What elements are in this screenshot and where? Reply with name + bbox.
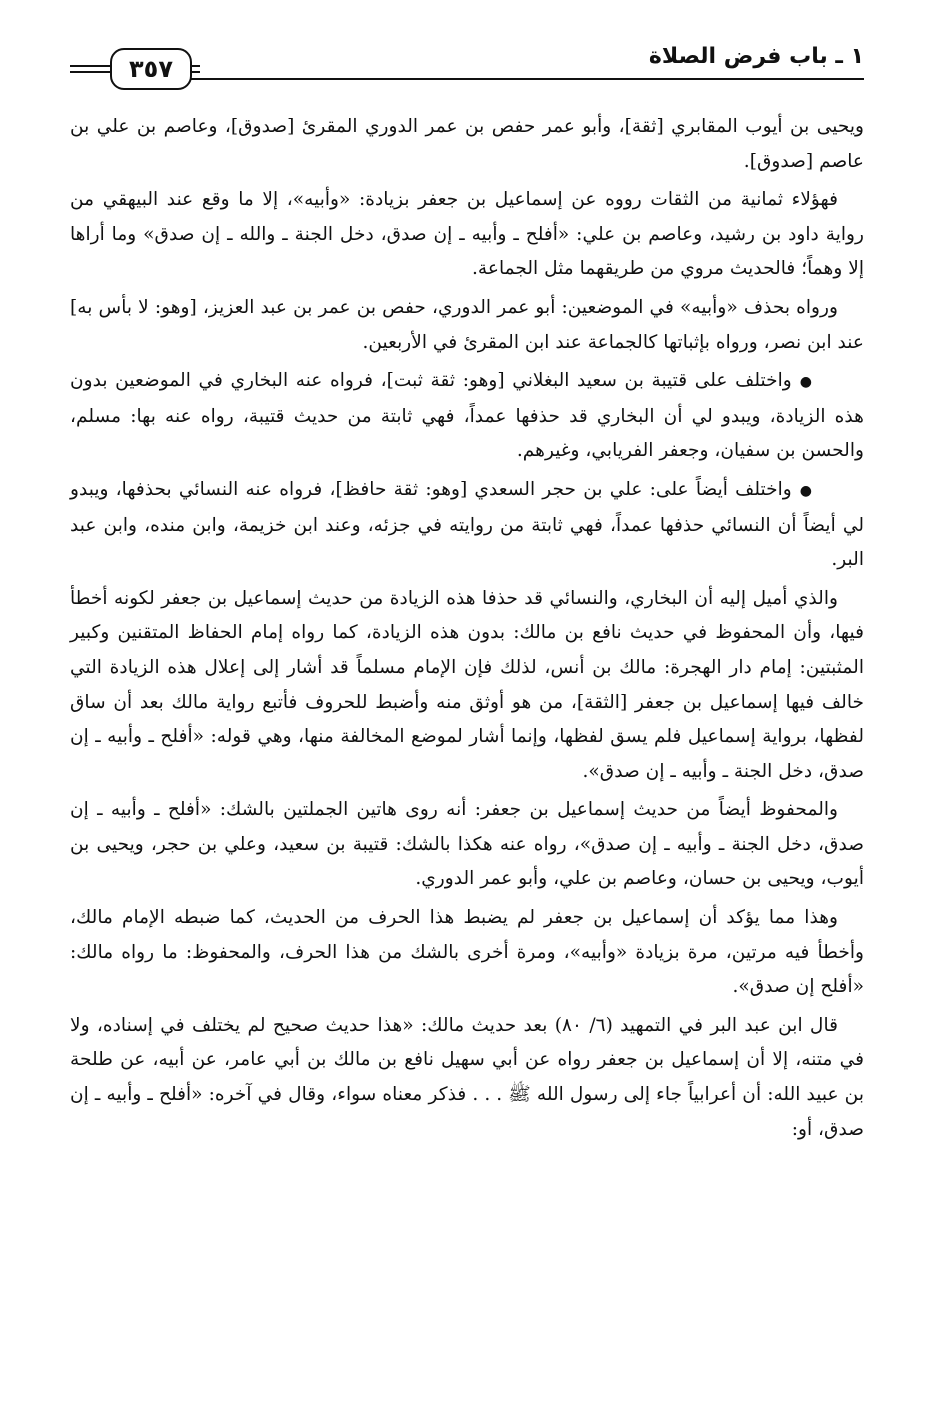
paragraph: قال ابن عبد البر في التمهيد (٦/ ٨٠) بعد حديث مالك: «هذا حديث صحيح لم يختلف في إسناده، ولا في متنه، إلا أن إسماعيل بن جعفر رواه عن أبي سهيل نافع بن مالك بن أبي عامر، عن أبيه، عن طلحة بن عبيد الله: أن أعرابياً جاء إلى رسول الله ﷺ . . . فذكر معناه سواء، وقال في آخره: «أفلح ـ وأبيه ـ إن صدق، أو: bbox=[70, 1014, 864, 1140]
paragraph: فهؤلاء ثمانية من الثقات رووه عن إسماعيل بن جعفر بزيادة: «وأبيه»، إلا ما وقع عند البيهقي من رواية داود بن رشيد، وعاصم بن علي: «أفلح ـ وأبيه ـ إن صدق، دخل الجنة ـ والله ـ إن صدق» وما أراها إلا وهماً؛ فالحديث مروي من طريقهما مثل الجماعة. bbox=[70, 189, 864, 280]
paragraph: ورواه بحذف «وأبيه» في الموضعين: أبو عمر الدوري، حفص بن عمر بن عبد العزيز، [وهو: لا بأس به] عند ابن نصر، ورواه بإثباتها كالجماعة عند ابن المقرئ في الأربعين. bbox=[70, 296, 864, 353]
bullet-icon: ● bbox=[799, 374, 812, 391]
bullet-icon: ● bbox=[799, 482, 812, 499]
paragraph: والمحفوظ أيضاً من حديث إسماعيل بن جعفر: أنه روى هاتين الجملتين بالشك: «أفلح ـ وأبيه ـ إن صدق، دخل الجنة ـ وأبيه ـ إن صدق»، رواه عنه هكذا بالشك: قتيبة بن سعيد، وعلي بن حجر، ويحيى بن أيوب، ويحيى بن حسان، وعاصم بن علي، وأبو عمر الدوري. bbox=[70, 799, 864, 890]
page-body bbox=[70, 110, 864, 1151]
chapter-title: ١ ـ باب فرض الصلاة bbox=[648, 44, 864, 69]
paragraph: ويحيى بن أيوب المقابري [ثقة]، وأبو عمر حفص بن عمر الدوري المقرئ [صدوق]، وعاصم بن علي بن عاصم [صدوق]. bbox=[70, 116, 864, 172]
paragraph: وهذا مما يؤكد أن إسماعيل بن جعفر لم يضبط هذا الحرف من الحديث، كما ضبطه الإمام مالك، وأخطأ فيه مرتين، مرة بزيادة «وأبيه»، ومرة أخرى بالشك من هذا الحرف، والمحفوظ: ما رواه مالك: «أفلح إن صدق». bbox=[70, 907, 864, 998]
page-number: ٣٥٧ bbox=[110, 48, 192, 90]
page-header bbox=[70, 38, 864, 86]
paragraph: ●واختلف أيضاً على: علي بن حجر السعدي [وهو: ثقة حافظ]، فرواه عنه النسائي بحذفها، ويبدو لي أيضاً أن النسائي حذفها عمداً، فهي ثابتة من روايته في جزئه، وعند ابن خزيمة، وابن منده، وابن عبد البر. bbox=[70, 473, 864, 578]
paragraph: والذي أميل إليه أن البخاري، والنسائي قد حذفا هذه الزيادة من حديث إسماعيل بن جعفر لكونه أخطأ فيها، وأن المحفوظ في حديث نافع بن مالك: بدون هذه الزيادة، كما رواه إمام الحفاظ المتقنين وكبير المثبتين: إمام دار الهجرة: مالك بن أنس، لذلك فإن الإمام مسلماً قد أشار إلى إعلال هذه الزيادة التي خالف فيها إسماعيل بن جعفر [الثقة]، من هو أوثق منه وأضبط للحروف فأتبع رواية مالك بعد أن ساق لفظها، برواية إسماعيل فلم يسق لفظها، وإنما أشار لموضع المخالفة منها، وهي قوله: «أفلح ـ وأبيه ـ إن صدق، دخل الجنة ـ وأبيه ـ إن صدق». bbox=[70, 587, 864, 782]
page-number-ornament bbox=[70, 48, 200, 88]
header-rule bbox=[166, 78, 864, 80]
paragraph: ●واختلف على قتيبة بن سعيد البغلاني [وهو: ثقة ثبت]، فرواه عنه البخاري في الموضعين بدون هذه الزيادة، ويبدو لي أن البخاري قد حذفها عمداً، فهي ثابتة من حديث قتيبة، رواه عنه بها: مسلم، والحسن بن سفيان، وجعفر الفريابي، وغيرهم. bbox=[70, 364, 864, 469]
